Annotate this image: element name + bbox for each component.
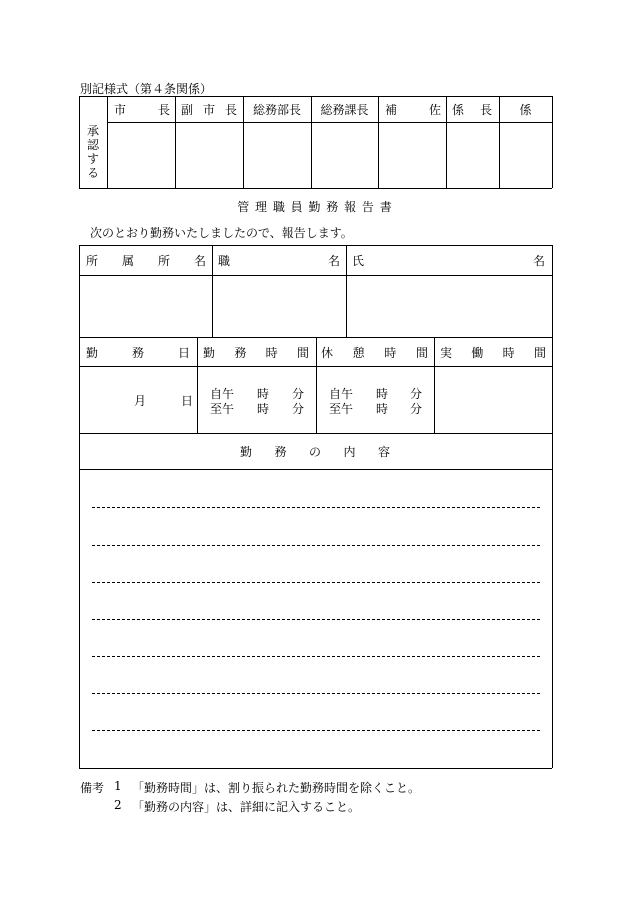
header-work-hours: 勤 務 時 間 [203,345,309,360]
actual-hours-field[interactable] [435,367,552,433]
break-from-minute-label: 分 [410,387,423,401]
note-text: 「勤務時間」は、割り振られた勤務時間を除くこと。 [132,781,421,795]
header-name: 氏 名 [352,254,545,268]
approval-col-mayor: 市 長 [114,103,170,117]
note-number: 2 [114,798,122,812]
header-position: 職 名 [218,254,340,268]
form-label: 別記様式（第４条関係） [80,82,213,96]
name-field[interactable] [347,276,552,337]
stamp-box-general-affairs-director[interactable] [244,123,311,188]
page-title: 管 理 職 員 勤 務 報 告 書 [237,200,393,214]
break-to-hour-label: 時 [376,402,389,416]
work-time-field[interactable] [198,367,316,433]
break-to-label: 至午 [329,402,354,416]
note-number: 1 [114,779,122,793]
content-line [92,619,540,620]
stamp-box-mayor[interactable] [108,123,175,188]
approval-col-chief: 係 長 [452,103,492,117]
approval-col-assistant: 補 佐 [385,103,441,117]
work-from-minute-label: 分 [292,387,305,401]
note-text: 「勤務の内容」は、詳細に記入すること。 [132,800,361,814]
approval-side-label: 承 認 す る [86,124,99,180]
break-from-hour-label: 時 [376,387,389,401]
approval-col-general-affairs-manager: 総務課長 [320,103,369,117]
stamp-box-assistant[interactable] [379,123,446,188]
intro-text: 次のとおり勤務いたしましたので、報告します。 [90,226,353,240]
content-line [92,507,540,508]
header-affiliation: 所 属 所 名 [86,254,206,268]
break-from-label: 自午 [329,387,354,401]
approval-col-general-affairs-director: 総務部長 [252,103,301,117]
stamp-box-general-affairs-manager[interactable] [312,123,378,188]
content-line [92,582,540,583]
content-line [92,730,540,731]
affiliation-field[interactable] [80,276,212,337]
header-break-hours: 休 憩 時 間 [321,345,428,360]
stamp-box-chief[interactable] [447,123,499,188]
work-to-hour-label: 時 [257,402,270,416]
content-line [92,693,540,694]
work-date-field[interactable] [80,367,197,433]
header-work-date: 勤 務 日 [86,345,190,360]
break-to-minute-label: 分 [410,402,423,416]
position-field[interactable] [213,276,346,337]
content-header: 勤 務 の 内 容 [240,445,390,459]
stamp-box-vice-mayor[interactable] [176,123,243,188]
day-label: 日 [181,394,194,408]
header-actual-hours: 実 働 時 間 [440,345,546,360]
stamp-box-staff[interactable] [500,123,552,188]
work-from-label: 自午 [210,387,235,401]
content-line [92,656,540,657]
approval-col-staff: 係 [519,103,532,117]
work-to-label: 至午 [210,402,235,416]
month-label: 月 [134,394,147,408]
work-from-hour-label: 時 [257,387,270,401]
notes-label: 備考 [80,781,105,795]
approval-col-vice-mayor: 副 市 長 [181,103,237,117]
content-line [92,545,540,546]
break-time-field[interactable] [317,367,434,433]
work-to-minute-label: 分 [292,402,305,416]
